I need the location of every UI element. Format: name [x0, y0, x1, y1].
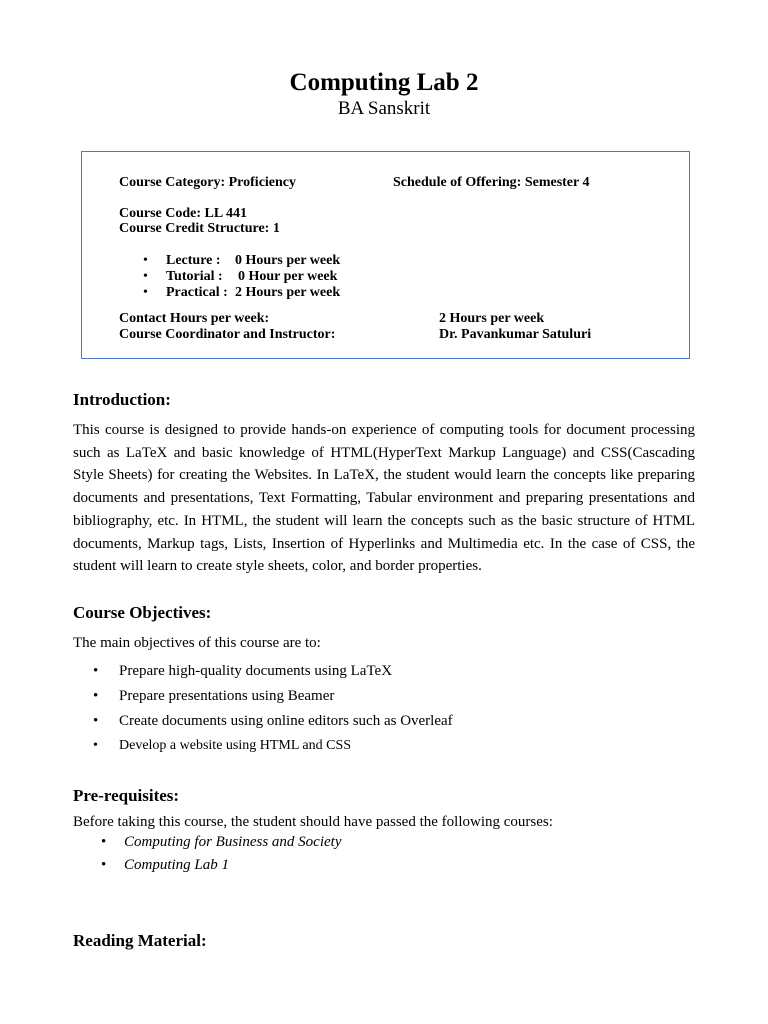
list-item: • Computing for Business and Society [101, 833, 342, 856]
list-item: • Prepare high-quality documents using LaTeX [93, 662, 453, 687]
practical-value: 2 Hours per week [235, 285, 341, 300]
prerequisites-heading: Pre-requisites: [73, 786, 180, 805]
coordinator-label: Course Coordinator and Instructor: [119, 327, 336, 342]
reading-material-heading: Reading Material: [73, 931, 207, 950]
course-category: Course Category: Proficiency [119, 175, 297, 190]
practical-label: Practical : [166, 285, 228, 300]
page-subtitle: BA Sanskrit [337, 98, 431, 119]
schedule-of-offering: Schedule of Offering: Semester 4 [393, 175, 590, 190]
list-item: • Prepare presentations using Beamer [93, 687, 453, 712]
objectives-heading: Course Objectives: [73, 603, 212, 622]
course-code: Course Code: LL 441 [119, 206, 247, 221]
lecture-value: 0 Hours per week [235, 253, 341, 268]
coordinator-value: Dr. Pavankumar Satuluri [439, 327, 592, 342]
page-title: Computing Lab 2 [289, 69, 479, 96]
bullet-icon: • [143, 285, 148, 300]
introduction-paragraph: This course is designed to provide hands-on experience of computing tools for document processing such as LaTeX and basic knowledge of HTML(HyperText Markup Language) and CSS(Cascading Style Sheets) for creating the Websites. In LaTeX, the student would learn the concepts like preparing documents and presentations, Text Formatting, Tabular environment and preparing presentations and bibliography, etc. In HTML, the student will learn the concepts such as the basic structure of HTML documents, Markup tags, Lists, Insertion of Hyperlinks and Multimedia etc. In the case of CSS, the student will learn to create style sheets, color, and border properties. [73, 422, 695, 575]
course-credit-structure: Course Credit Structure: 1 [119, 221, 280, 236]
list-item: • Create documents using online editors such as Overleaf [93, 712, 453, 737]
contact-hours-label: Contact Hours per week: [119, 311, 270, 326]
bullet-icon: • [143, 269, 148, 284]
objectives-intro: The main objectives of this course are to: [73, 635, 321, 651]
list-item: • Develop a website using HTML and CSS [93, 737, 453, 762]
prerequisites-list [101, 833, 342, 879]
prerequisites-intro: Before taking this course, the student should have passed the following courses: [73, 814, 553, 830]
lecture-label: Lecture : [166, 253, 221, 268]
tutorial-value: 0 Hour per week [238, 269, 338, 284]
list-item: • Computing Lab 1 [101, 856, 342, 879]
objectives-list [93, 662, 453, 762]
tutorial-label: Tutorial : [166, 269, 223, 284]
introduction-heading: Introduction: [73, 390, 171, 409]
contact-hours-value: 2 Hours per week [439, 311, 545, 326]
bullet-icon: • [143, 253, 148, 268]
